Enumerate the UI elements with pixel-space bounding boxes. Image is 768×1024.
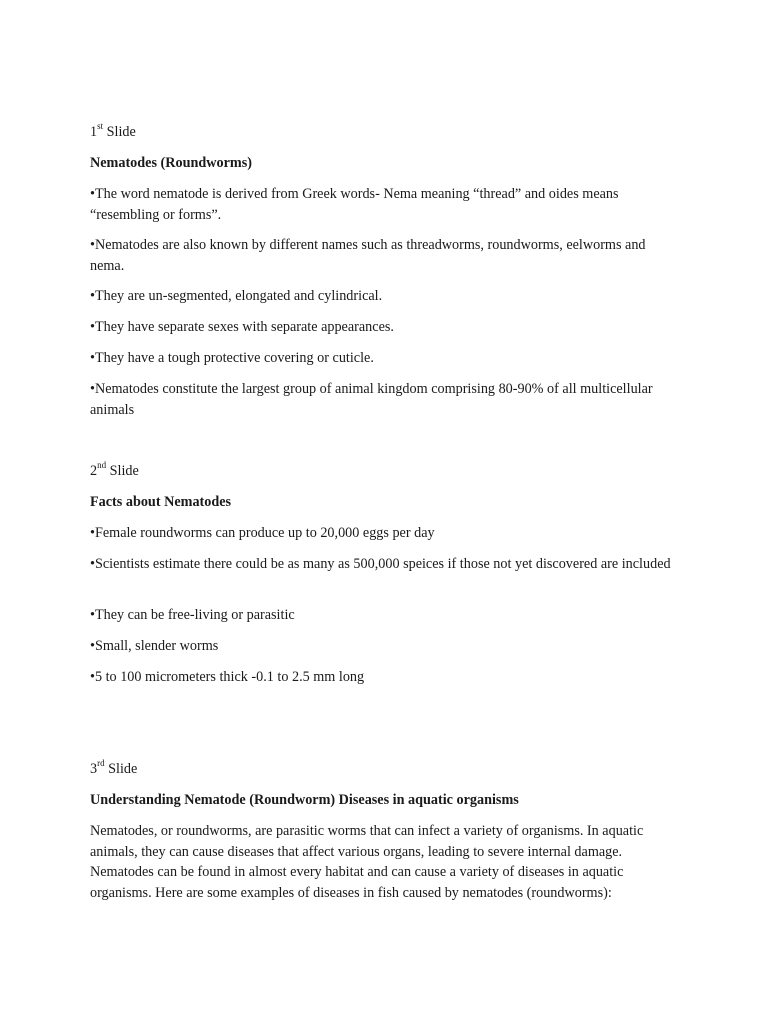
slide-1-label-word: Slide — [103, 124, 136, 140]
slide-1-label-suffix: st — [97, 121, 104, 132]
slide-1-bullet-6: •Nematodes constitute the largest group of animal kingdom comprising 80-90% of all multicellular animals — [90, 381, 653, 418]
slide-2-bullet-3: •They can be free-living or parasitic — [90, 607, 295, 623]
slide-1-bullet-5: •They have a tough protective covering or cuticle. — [90, 350, 374, 366]
slide-1-bullet-3: •They are un-segmented, elongated and cylindrical. — [90, 288, 383, 304]
slide-2-bullet-4: •Small, slender worms — [90, 638, 219, 654]
slide-2-bullet-2: •Scientists estimate there could be as many as 500,000 speices if those not yet discovered are included — [90, 556, 671, 572]
slide-1-title: Nematodes (Roundworms) — [90, 155, 252, 171]
slide-3-paragraph: Nematodes, or roundworms, are parasitic worms that can infect a variety of organisms. In aquatic animals, they can cause diseases that affect various organs, leading to severe internal damage. Nematodes can be found in almost every habitat and can cause a variety of diseases in aquatic organisms. Here are some examples of diseases in fish caused by nematodes (roundworms): — [90, 823, 644, 901]
slide-2-title: Facts about Nematodes — [90, 494, 232, 510]
slide-2-bullet-5: •5 to 100 micrometers thick -0.1 to 2.5 mm long — [90, 669, 365, 685]
slide-2-label-number: 2 — [90, 463, 98, 479]
slide-3-title: Understanding Nematode (Roundworm) Diseases in aquatic organisms — [90, 792, 519, 808]
slide-3-label — [90, 759, 675, 780]
slide-3-label-suffix: rd — [97, 758, 105, 769]
slide-2-label-word: Slide — [106, 463, 139, 479]
slide-3-label-number: 3 — [90, 761, 98, 777]
slide-2-label-suffix: nd — [97, 460, 107, 471]
slide-2-bullet-1: •Female roundworms can produce up to 20,000 eggs per day — [90, 525, 435, 541]
slide-1-label — [90, 122, 675, 143]
slide-3-label-word: Slide — [104, 761, 138, 777]
slide-1-bullet-4: •They have separate sexes with separate appearances. — [90, 319, 394, 335]
slide-1-bullet-2: •Nematodes are also known by different names such as threadworms, roundworms, eelworms and nema. — [90, 237, 646, 274]
slide-1-label-number: 1 — [90, 124, 98, 140]
slide-1-bullet-1: •The word nematode is derived from Greek words- Nema meaning “thread” and oides means “resembling or forms”. — [90, 186, 619, 223]
slide-2-label — [90, 461, 675, 482]
